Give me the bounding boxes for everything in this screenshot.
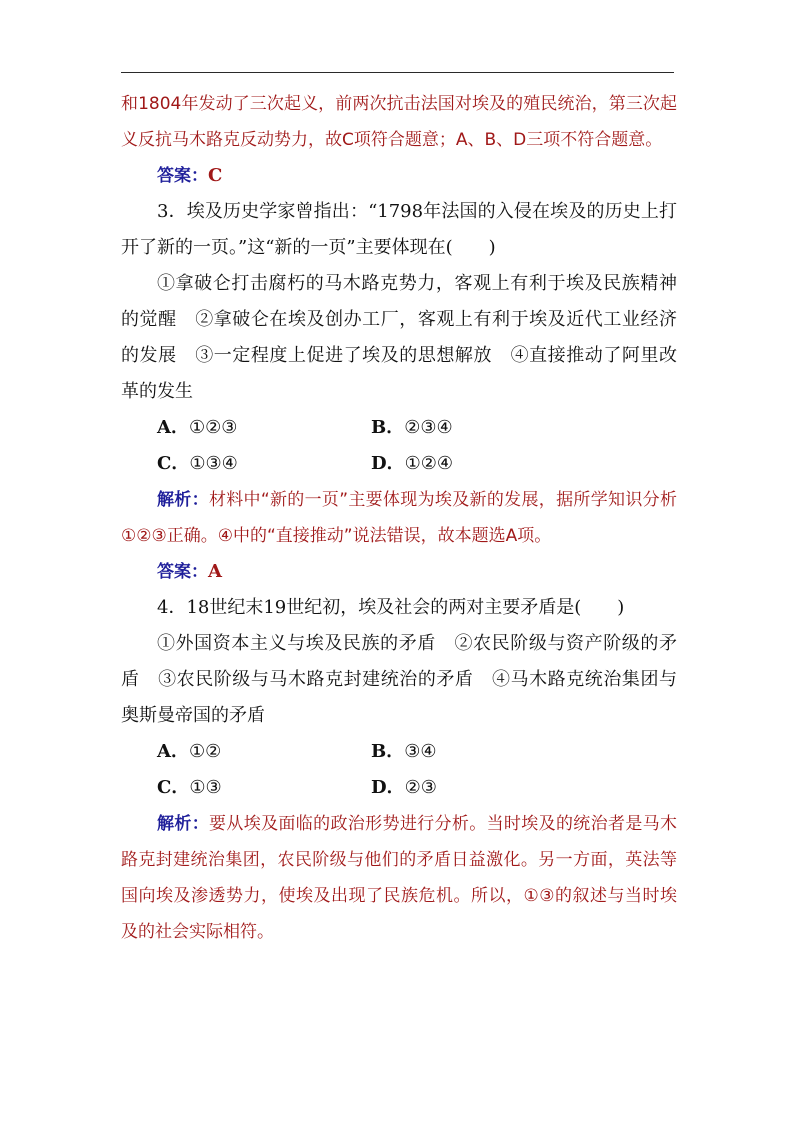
analysis-text: 材料中“新的一页”主要体现为埃及新的发展，据所学知识分析①②③正确。④中的“直接推动”说法错误，故本题选A项。 bbox=[121, 490, 677, 546]
q3-statements: ①拿破仑打击腐朽的马木路克势力，客观上有利于埃及民族精神的觉醒 ②拿破仑在埃及创办工厂，客观上有利于埃及近代工业经济的发展 ③一定程度上促进了埃及的思想解放 ④直接推动了阿里改革的发生 bbox=[121, 273, 677, 402]
q3-answer bbox=[121, 554, 677, 590]
q4-options-row-2 bbox=[121, 770, 677, 806]
q3-option-d[interactable]: D．①②④ bbox=[371, 453, 454, 474]
q3-options-row-2 bbox=[121, 446, 677, 482]
answer-label: 答案： bbox=[157, 562, 208, 582]
analysis-label: 解析： bbox=[157, 490, 209, 510]
q3-options-row-1 bbox=[121, 410, 677, 446]
q3-option-c[interactable]: C．①③④ bbox=[157, 453, 238, 474]
answer-value: C bbox=[208, 165, 223, 186]
analysis-label: 解析： bbox=[157, 814, 210, 834]
content-body bbox=[121, 86, 677, 950]
q3-option-b[interactable]: B．②③④ bbox=[371, 417, 453, 438]
q2-answer bbox=[121, 158, 677, 194]
q3-analysis bbox=[121, 482, 677, 554]
q4-statements: ①外国资本主义与埃及民族的矛盾 ②农民阶级与资产阶级的矛盾 ③农民阶级与马木路克封建统治的矛盾 ④马木路克统治集团与奥斯曼帝国的矛盾 bbox=[121, 633, 677, 726]
answer-value: A bbox=[208, 561, 222, 582]
q4-options-row-1 bbox=[121, 734, 677, 770]
q4-option-a[interactable]: A．①② bbox=[157, 741, 222, 762]
q3-option-a[interactable]: A．①②③ bbox=[157, 417, 238, 438]
answer-label: 答案： bbox=[157, 166, 208, 186]
q4-option-b[interactable]: B．③④ bbox=[371, 741, 437, 762]
q3-stem: 3．埃及历史学家曾指出：“1798年法国的入侵在埃及的历史上打开了新的一页。”这“新的一页”主要体现在( ) bbox=[121, 201, 677, 258]
q4-analysis bbox=[121, 806, 677, 950]
q4-option-c[interactable]: C．①③ bbox=[157, 777, 222, 798]
q4-stem: 4．18世纪末19世纪初，埃及社会的两对主要矛盾是( ) bbox=[157, 597, 625, 618]
q4-option-d[interactable]: D．②③ bbox=[371, 777, 437, 798]
intro-explanation: 和1804年发动了三次起义，前两次抗击法国对埃及的殖民统治，第三次起义反抗马木路克反动势力，故C项符合题意；A、B、D三项不符合题意。 bbox=[121, 94, 677, 150]
header-rule bbox=[121, 72, 674, 73]
analysis-text: 要从埃及面临的政治形势进行分析。当时埃及的统治者是马木路克封建统治集团，农民阶级与他们的矛盾日益激化。另一方面，英法等国向埃及渗透势力，使埃及出现了民族危机。所以，①③的叙述与当时埃及的社会实际相符。 bbox=[121, 814, 678, 942]
